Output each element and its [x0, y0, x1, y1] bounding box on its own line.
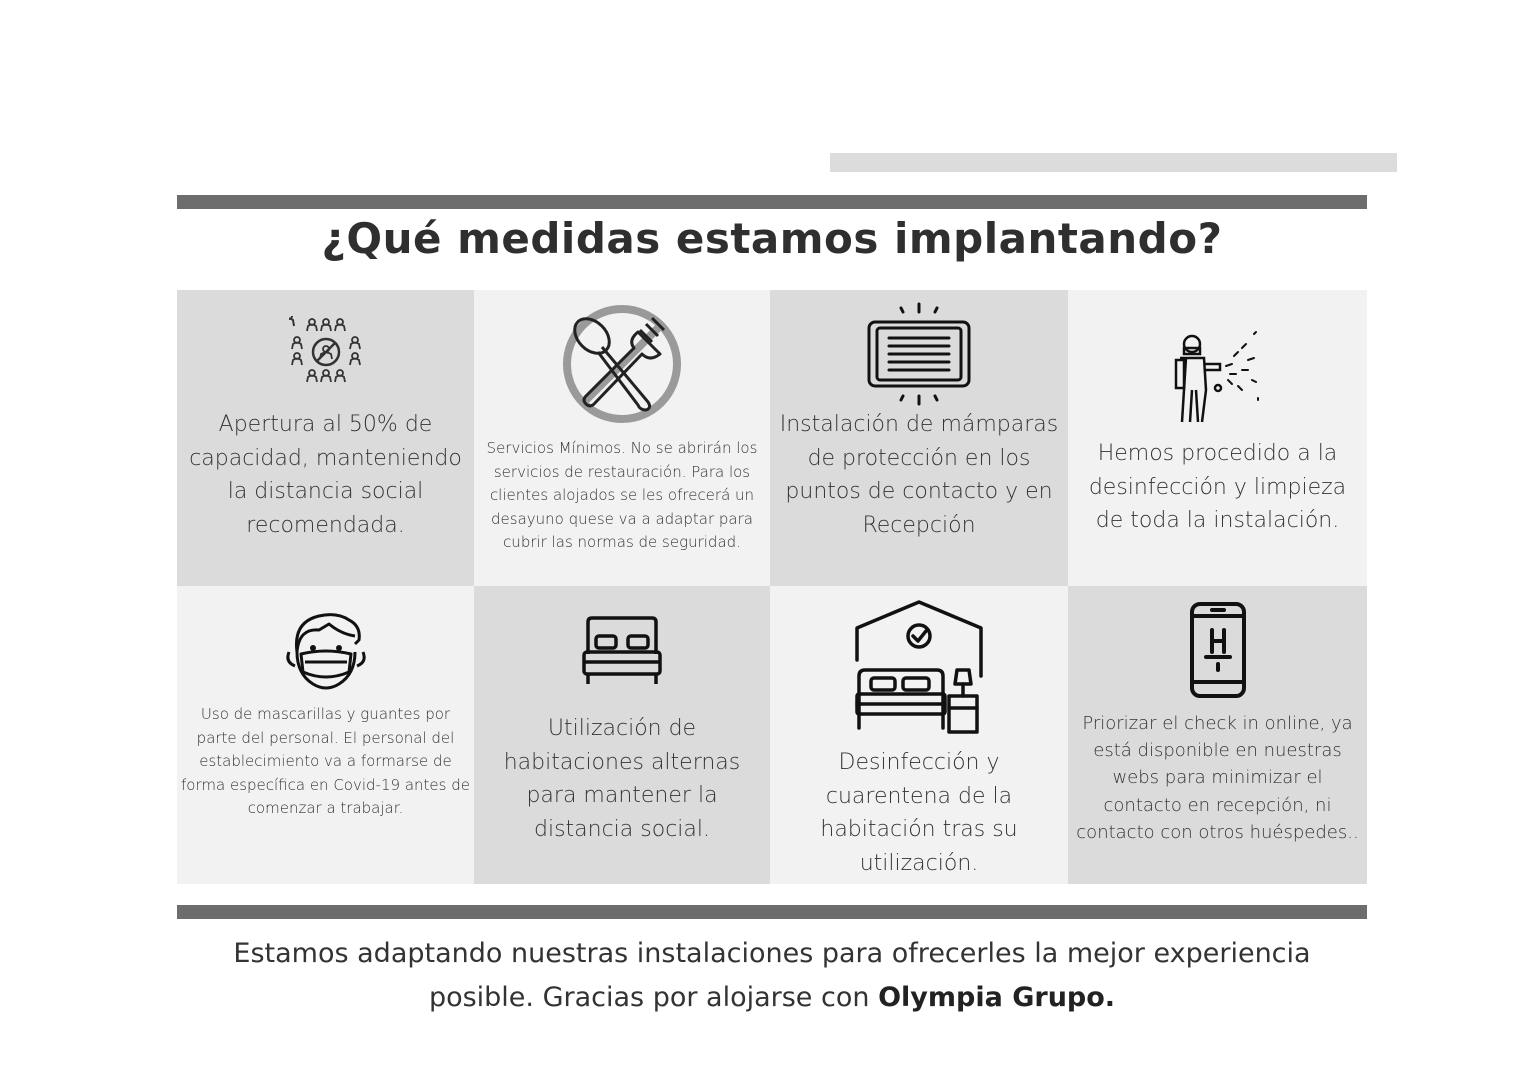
measure-text: Utilización de habitaciones alternas para mantener la distancia social. [503, 716, 741, 842]
measure-masks-gloves [177, 586, 474, 884]
measure-text: Priorizar el check in online, ya está disponible en nuestras webs para minimizar el contacto en recepción, ni contacto con otros huéspedes.. [1076, 713, 1359, 843]
no-cutlery-icon [560, 302, 684, 426]
measure-room-quarantine [770, 586, 1068, 884]
face-mask-icon [283, 610, 369, 694]
page-title: ¿Qué medidas estamos implantando? [321, 214, 1223, 263]
measure-text: Instalación de mámparas de protección en los puntos de contacto y en Recepción [779, 412, 1059, 538]
bottom-divider-bar [177, 905, 1367, 919]
measure-text: Uso de mascarillas y guantes por parte del personal. El personal del establecimiento va a formarse de forma específica en Covid-19 antes de comenzar a trabajar. [181, 705, 470, 817]
measure-protective-screens [770, 290, 1068, 586]
measure-online-checkin [1068, 586, 1367, 884]
measures-grid [177, 290, 1367, 884]
bed-icon [580, 614, 664, 690]
hotel-phone-icon [1186, 600, 1250, 702]
decorative-light-bar [830, 153, 1397, 172]
disinfection-sprayer-icon [1172, 330, 1264, 426]
top-divider-bar [177, 195, 1367, 209]
crowd-prohibited-icon [289, 316, 363, 388]
measure-capacity [177, 290, 474, 586]
measure-disinfection [1068, 290, 1367, 586]
footer-message [177, 932, 1367, 1020]
protective-screen-icon [861, 300, 977, 408]
brand-name: Olympia Grupo. [878, 982, 1116, 1013]
measure-text: Hemos procedido a la desinfección y limpieza de toda la instalación. [1088, 441, 1347, 533]
measure-text: Servicios Mínimos. No se abrirán los servicios de restauración. Para los clientes alojados se les ofrecerá un desayuno quese va a adaptar para cubrir las normas de seguridad. [486, 439, 758, 551]
clean-room-icon [853, 598, 985, 734]
measure-minimum-services [474, 290, 770, 586]
measure-text: Apertura al 50% de capacidad, manteniendo la distancia social recomendada. [189, 412, 462, 538]
footer-text: Estamos adaptando nuestras instalaciones para ofrecerles la mejor experiencia posible. Gracias por alojarse con [233, 938, 1311, 1013]
measure-alternate-rooms [474, 586, 770, 884]
measure-text: Desinfección y cuarentena de la habitación tras su utilización. [820, 750, 1018, 876]
